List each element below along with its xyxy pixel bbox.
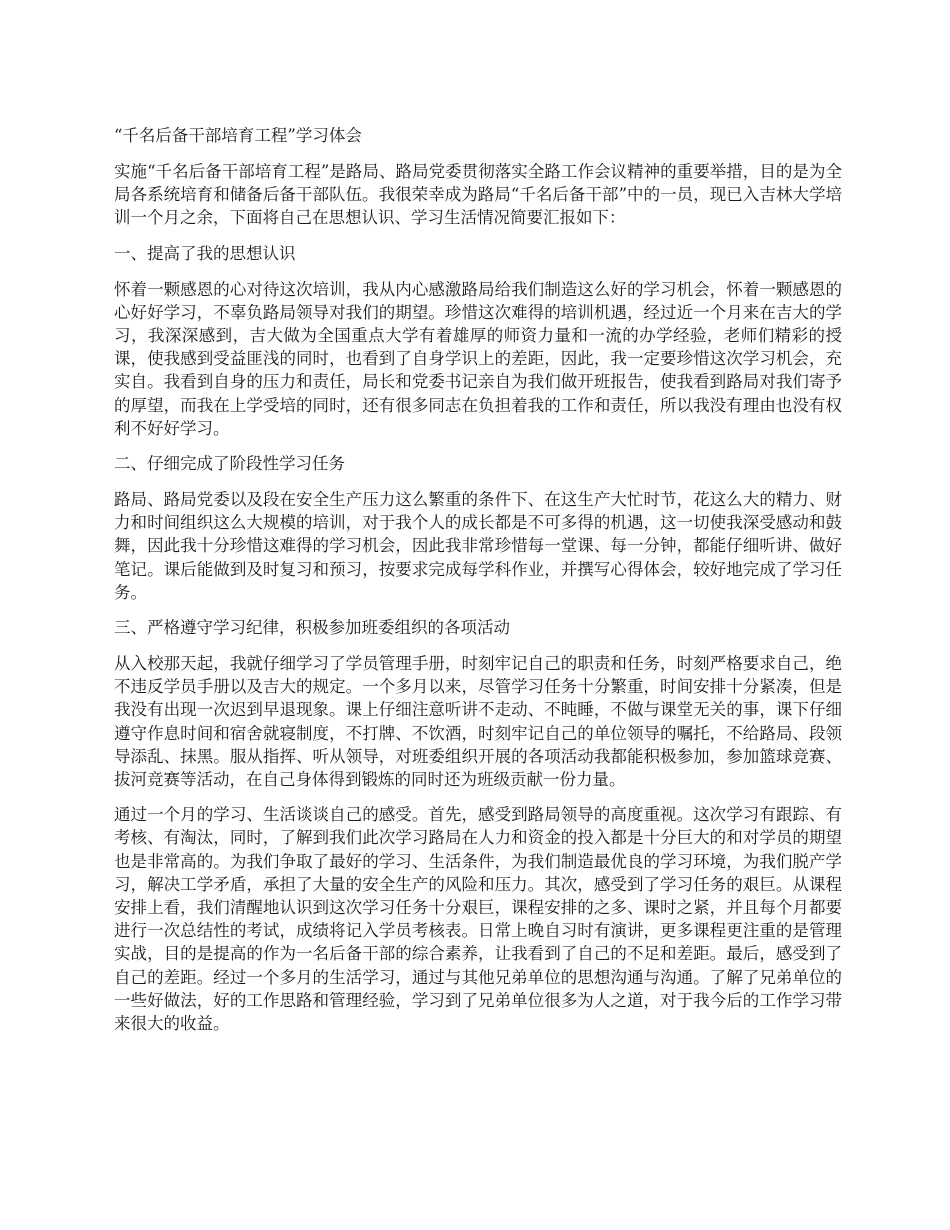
intro-paragraph: 实施“千名后备干部培育工程”是路局、路局党委贯彻落实全路工作会议精神的重要举措，目的是为全局各系统培育和储备后备干部队伍。我很荣幸成为路局“千名后备干部”中的一员，现已入吉林大学培训一个月之余，下面将自己在思想认识、学习生活情况简要汇报如下：	[114, 162, 842, 228]
closing-paragraph: 通过一个月的学习、生活谈谈自己的感受。首先，感受到路局领导的高度重视。这次学习有跟踪、有考核、有淘汰，同时，了解到我们此次学习路局在人力和资金的投入都是十分巨大的和对学员的期望也是非常高的。为我们争取了最好的学习、生活条件，为我们制造最优良的学习环境，为我们脱产学习，解决工学矛盾，承担了大量的安全生产的风险和压力。其次，感受到了学习任务的艰巨。从课程安排上看，我们清醒地认识到这次学习任务十分艰巨，课程安排的之多、课时之紧，并且每个月都要进行一次总结性的考试，成绩将记入学员考核表。日常上晚自习时有演讲，更多课程更注重的是管理实战，目的是提高的作为一名后备干部的综合素养，让我看到了自己的不足和差距。最后，感受到了自己的差距。经过一个多月的生活学习，通过与其他兄弟单位的思想沟通与沟通。了解了兄弟单位的一些好做法，好的工作思路和管理经验，学习到了兄弟单位很多为人之道，对于我今后的工作学习带来很大的收益。	[114, 805, 842, 1034]
document-page	[114, 124, 842, 1047]
section-heading-1: 一、提高了我的思想认识	[114, 243, 296, 263]
section-heading-2: 二、仔细完成了阶段性学习任务	[114, 454, 345, 474]
section-body-1: 怀着一颗感恩的心对待这次培训，我从内心感激路局给我们制造这么好的学习机会，怀着一颗感恩的心好好学习，不辜负路局领导对我们的期望。珍惜这次难得的培训机遇，经过近一个月来在吉大的学习，我深深感到，吉大做为全国重点大学有着雄厚的师资力量和一流的办学经验，老师们精彩的授课，使我感到受益匪浅的同时，也看到了自身学识上的差距，因此，我一定要珍惜这次学习机会，充实自。我看到自身的压力和责任，局长和党委书记亲自为我们做开班报告，使我看到路局对我们寄予的厚望，而我在上学受培的同时，还有很多同志在负担着我的工作和责任，所以我没有理由也没有权利不好好学习。	[114, 279, 842, 438]
document-title: “千名后备干部培育工程”学习体会	[114, 126, 362, 145]
section-body-2: 路局、路局党委以及段在安全生产压力这么繁重的条件下、在这生产大忙时节，花这么大的精力、财力和时间组织这么大规模的培训，对于我个人的成长都是不可多得的机遇，这一切使我深受感动和鼓舞，因此我十分珍惜这难得的学习机会，因此我非常珍惜每一堂课、每一分钟，都能仔细听讲、做好笔记。课后能做到及时复习和预习，按要求完成每学科作业，并撰写心得体会，较好地完成了学习任务。	[114, 490, 842, 602]
section-body-3: 从入校那天起，我就仔细学习了学员管理手册，时刻牢记自己的职责和任务，时刻严格要求自己，绝不违反学员手册以及吉大的规定。一个多月以来，尽管学习任务十分繁重，时间安排十分紧凑，但是我没有出现一次迟到早退现象。课上仔细注意听讲不走动、不盹睡，不做与课堂无关的事，课下仔细遵守作息时间和宿舍就寝制度，不打牌、不饮酒，时刻牢记自己的单位领导的嘱托，不给路局、段领导添乱、抹黑。服从指挥、听从领导，对班委组织开展的各项活动我都能积极参加，参加篮球竞赛、拔河竞赛等活动，在自己身体得到锻炼的同时还为班级贡献一份力量。	[114, 654, 842, 790]
section-heading-3: 三、严格遵守学习纪律，积极参加班委组织的各项活动	[114, 618, 510, 638]
